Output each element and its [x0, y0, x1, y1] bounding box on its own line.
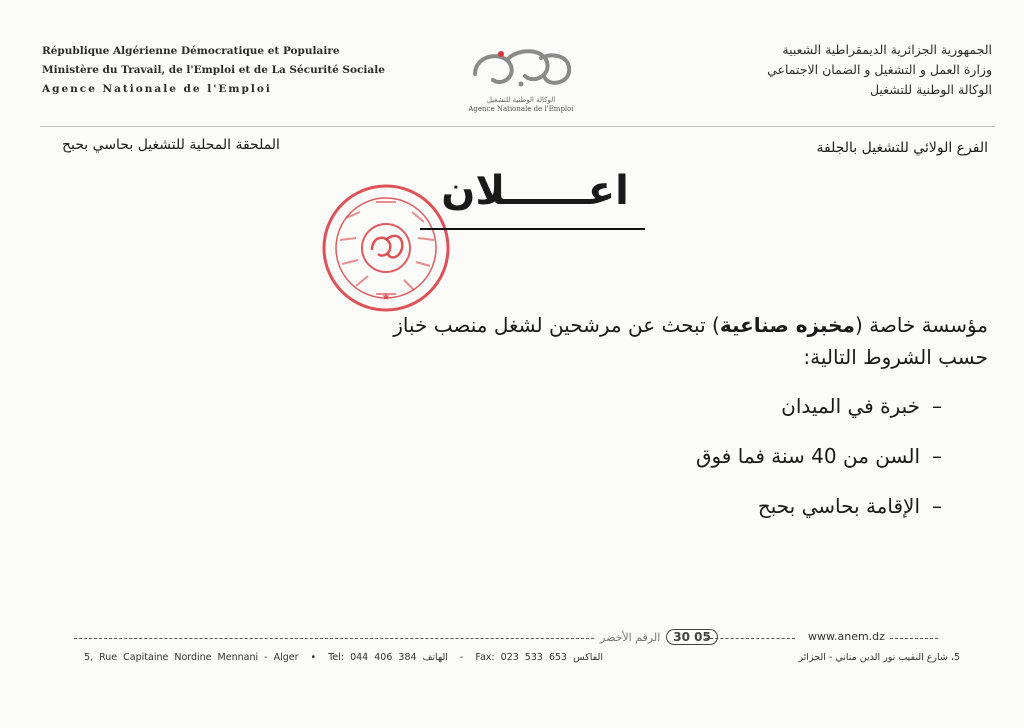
announcement-title: اعــــــلان [441, 168, 629, 214]
footer-address-ar: 5، شارع النقيب نور الدين مناني - الجزائر [798, 652, 960, 663]
header-ar-ministry: وزارة العمل و التشغيل و الضمان الاجتماعي [767, 62, 992, 77]
announcement-body [288, 308, 988, 372]
header-ar-agency: الوكالة الوطنية للتشغيل [869, 82, 992, 97]
green-number [600, 629, 718, 645]
condition-text: خبرة في الميدان [781, 394, 920, 418]
footer-contact-fr: 5, Rue Capitaine Nordine Mennani - Alger • Tel: 044 406 384 الهاتف - Fax: 023 533 653 الفاكس [84, 652, 603, 663]
footer-tel-ar: الهاتف [422, 652, 448, 663]
footer-address-fr: 5, Rue Capitaine Nordine Mennani - Alger [84, 652, 299, 663]
footer-divider [890, 638, 938, 639]
body-p1-end: ) تبحث عن مرشحين لشغل منصب خباز [393, 313, 720, 337]
regional-office: الفرع الولائي للتشغيل بالجلفة [816, 140, 988, 156]
svg-text:★: ★ [381, 292, 391, 303]
header-fr-republic: République Algérienne Démocratique et Populaire [42, 45, 340, 57]
footer-divider [74, 638, 594, 639]
condition-text: السن من 40 سنة فما فوق [695, 444, 920, 468]
footer-fax: Fax: 023 533 653 [475, 652, 568, 663]
body-p1-start: مؤسسة خاصة ( [854, 313, 988, 337]
header-french [42, 42, 422, 99]
header-fr-ministry: Ministère du Travail, de l'Emploi et de La Sécurité Sociale [42, 64, 385, 76]
anem-logo [456, 40, 586, 120]
footer-divider [705, 638, 795, 639]
logo-arabic-text: الوكالة الوطنية للتشغيل [486, 96, 556, 104]
green-number-label: الرقم الأخضر [600, 631, 661, 644]
body-p1-company-type: مخبزه صناعية [719, 313, 855, 337]
condition-item [542, 494, 942, 518]
body-paragraph-1 [288, 308, 988, 342]
local-office: الملحقة المحلية للتشغيل بحاسي بحبح [62, 137, 280, 153]
green-number-value: 30 05 [666, 629, 718, 645]
anem-logo-icon [461, 40, 581, 96]
condition-item [542, 394, 942, 418]
condition-dash: – [932, 394, 942, 418]
footer-tel: Tel: 044 406 384 [328, 652, 417, 663]
header-divider [40, 126, 995, 127]
title-underline [420, 228, 645, 230]
condition-dash: – [932, 494, 942, 518]
header-ar-republic: الجمهورية الجزائرية الديمقراطية الشعبية [782, 42, 992, 57]
condition-item [542, 444, 942, 468]
footer-fax-ar: الفاكس [573, 652, 603, 663]
logo-french-text: Agence Nationale de l'Emploi [468, 105, 574, 113]
website-link[interactable]: www.anem.dz [808, 630, 885, 643]
body-paragraph-2: حسب الشروط التالية: [803, 345, 988, 369]
header-fr-agency: Agence Nationale de l'Emploi [42, 83, 272, 95]
header-arabic [632, 40, 992, 100]
condition-text: الإقامة بحاسي بحبح [757, 494, 920, 518]
condition-dash: – [932, 444, 942, 468]
